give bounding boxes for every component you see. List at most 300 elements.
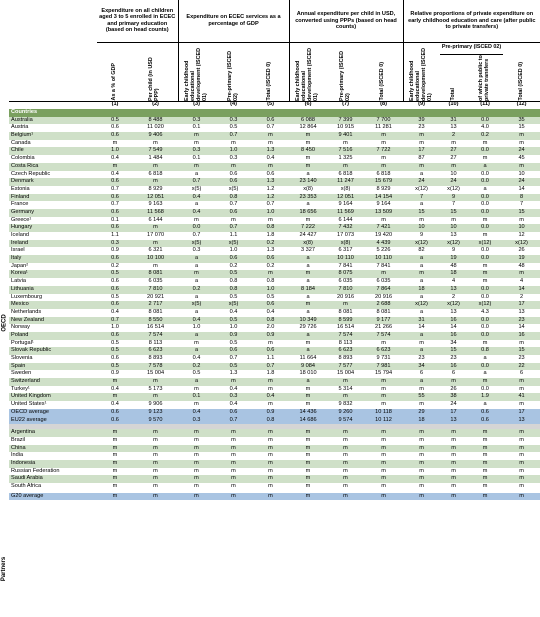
table-cell: 1.0 — [215, 324, 252, 332]
table-cell: 7 574 — [327, 332, 364, 340]
table-row — [9, 232, 540, 240]
table-cell: m — [289, 140, 327, 148]
table-cell: m — [289, 386, 327, 394]
table-cell: 0.5 — [97, 270, 133, 278]
table-cell: 5 226 — [364, 247, 403, 255]
table-cell: m — [503, 163, 540, 171]
table-cell: m — [364, 460, 403, 468]
table-cell: 18 — [403, 286, 440, 294]
table-cell: 1.2 — [252, 194, 289, 202]
table-cell: m — [327, 483, 364, 491]
table-cell: m — [178, 460, 215, 468]
table-cell: 0.6 — [97, 132, 133, 140]
table-cell: 0.6 — [252, 171, 289, 179]
table-row — [9, 386, 540, 394]
table-row — [9, 270, 540, 278]
table-cell: 31 — [440, 117, 467, 125]
table-cell: 10 110 — [364, 255, 403, 263]
table-cell: m — [289, 452, 327, 460]
table-cell: 6 818 — [133, 171, 178, 179]
table-cell: 31 — [403, 317, 440, 325]
table-row — [9, 429, 540, 437]
table-cell: 15 679 — [364, 178, 403, 186]
table-cell: m — [364, 386, 403, 394]
table-cell: 0.0 — [467, 224, 503, 232]
table-cell: m — [97, 445, 133, 453]
table-cell: m — [364, 340, 403, 348]
table-row — [9, 301, 540, 309]
col-number: (7) — [327, 101, 364, 109]
col-number: (8) — [364, 101, 403, 109]
table-cell: m — [503, 217, 540, 225]
table-cell: 8 599 — [327, 317, 364, 325]
table-cell: a — [289, 278, 327, 286]
table-cell: 15 — [403, 209, 440, 217]
table-cell: 0.4 — [252, 393, 289, 401]
table-cell: 7 399 — [327, 117, 364, 125]
table-cell: a — [289, 378, 327, 386]
table-row — [9, 363, 540, 371]
table-cell: m — [178, 217, 215, 225]
table-cell: 1.0 — [178, 324, 215, 332]
table-cell: 0.5 — [215, 317, 252, 325]
col-header-4 — [215, 42, 252, 101]
table-cell: 1.0 — [252, 286, 289, 294]
table-cell: 7 700 — [364, 117, 403, 125]
table-cell: m — [252, 483, 289, 491]
table-cell: 0.4 — [97, 309, 133, 317]
table-cell: 18 — [440, 270, 467, 278]
table-cell: 0.5 — [215, 270, 252, 278]
table-cell: a — [467, 355, 503, 363]
table-cell: 0.2 — [97, 263, 133, 271]
table-cell: x(12) — [403, 301, 440, 309]
table-row — [9, 468, 540, 476]
table-cell: 9 401 — [327, 132, 364, 140]
table-row — [9, 247, 540, 255]
table-cell: 0.8 — [467, 347, 503, 355]
table-cell: 0.6 — [97, 355, 133, 363]
table-cell: 11 281 — [364, 124, 403, 132]
table-cell: m — [364, 429, 403, 437]
table-cell: 0.9 — [252, 332, 289, 340]
country-name: Chile — [9, 147, 97, 155]
table-cell: 19 — [503, 255, 540, 263]
col-header-12-text: Total (ISCED 0) — [517, 61, 524, 101]
table-cell: 0.6 — [97, 278, 133, 286]
table-cell: m — [467, 270, 503, 278]
table-cell: 8 184 — [289, 286, 327, 294]
table-cell: 9 570 — [133, 417, 178, 425]
table-cell: 8 081 — [364, 309, 403, 317]
table-cell: m — [467, 483, 503, 491]
table-cell: 7 — [440, 201, 467, 209]
table-cell: 7 432 — [327, 224, 364, 232]
col-number: (1) — [97, 101, 133, 109]
table-cell: m — [440, 378, 467, 386]
table-cell: 20 921 — [133, 294, 178, 302]
table-cell: 0.0 — [467, 194, 503, 202]
table-cell: 17 — [440, 409, 467, 417]
table-cell: 0.6 — [252, 117, 289, 125]
table-cell: 13 — [440, 309, 467, 317]
table-cell: 6 317 — [327, 247, 364, 255]
table-cell: 8 929 — [133, 186, 178, 194]
table-cell: 0.6 — [252, 255, 289, 263]
table-cell: a — [467, 186, 503, 194]
table-cell: 13 — [440, 124, 467, 132]
table-cell: 14 154 — [364, 194, 403, 202]
table-cell: 0.7 — [215, 417, 252, 425]
table-cell: 6 623 — [133, 347, 178, 355]
table-cell: 0.4 — [97, 386, 133, 394]
table-cell: m — [289, 340, 327, 348]
table-cell: m — [467, 437, 503, 445]
table-cell: 0.5 — [97, 340, 133, 348]
table-cell: a — [403, 255, 440, 263]
table-cell: 0.0 — [467, 363, 503, 371]
table-cell: 4.0 — [467, 124, 503, 132]
table-cell: 9 084 — [289, 363, 327, 371]
table-cell: m — [503, 468, 540, 476]
table-cell: m — [467, 140, 503, 148]
table-cell: x(5) — [215, 186, 252, 194]
table-cell: m — [467, 452, 503, 460]
table-cell: m — [289, 460, 327, 468]
table-cell: 8 — [503, 194, 540, 202]
country-name: Estonia — [9, 186, 97, 194]
table-cell: 6 144 — [133, 217, 178, 225]
col-header-11-text: of which public to private transfers — [478, 54, 491, 101]
table-cell: 0.2 — [178, 286, 215, 294]
table-cell: m — [440, 217, 467, 225]
table-cell: 7 577 — [327, 363, 364, 371]
table-cell: 0.3 — [215, 155, 252, 163]
table-cell: m — [215, 493, 252, 501]
country-name: Slovenia — [9, 355, 97, 363]
table-cell: a — [178, 309, 215, 317]
country-name: Turkey¹ — [9, 386, 97, 394]
table-cell: m — [440, 483, 467, 491]
table-cell: 7 574 — [364, 332, 403, 340]
table-cell: 0.9 — [97, 247, 133, 255]
table-cell: 13 — [440, 286, 467, 294]
table-cell: m — [215, 378, 252, 386]
table-cell: 18 656 — [289, 209, 327, 217]
table-cell: 13 — [503, 417, 540, 425]
table-cell: 15 — [440, 347, 467, 355]
table-cell: m — [503, 378, 540, 386]
table-cell: 6 321 — [133, 247, 178, 255]
table-row — [9, 194, 540, 202]
table-row — [9, 393, 540, 401]
table-cell: m — [440, 460, 467, 468]
table-cell: m — [215, 217, 252, 225]
table-cell: m — [252, 140, 289, 148]
table-cell: 1.3 — [215, 370, 252, 378]
table-cell: a — [178, 171, 215, 179]
countries-heading-fill — [97, 109, 540, 117]
table-cell: x(12) — [440, 301, 467, 309]
table-cell: x(5) — [178, 301, 215, 309]
table-cell: 0.2 — [215, 263, 252, 271]
country-name: New Zealand — [9, 317, 97, 325]
table-cell: m — [289, 429, 327, 437]
country-name: Italy — [9, 255, 97, 263]
table-cell: m — [440, 493, 467, 501]
table-cell: 20 916 — [327, 294, 364, 302]
table-cell: 9 164 — [327, 201, 364, 209]
table-cell: a — [289, 201, 327, 209]
table-cell: 9 — [440, 247, 467, 255]
table-cell: 9 574 — [327, 417, 364, 425]
table-cell: 23 140 — [289, 178, 327, 186]
table-cell: m — [215, 483, 252, 491]
table-cell: 0.4 — [215, 401, 252, 409]
table-cell: m — [289, 475, 327, 483]
table-cell: a — [178, 347, 215, 355]
table-cell: 4 — [503, 278, 540, 286]
table-cell: m — [178, 468, 215, 476]
country-name: Netherlands — [9, 309, 97, 317]
table-cell: m — [403, 483, 440, 491]
table-cell: 1.0 — [215, 247, 252, 255]
table-cell: 19 420 — [364, 232, 403, 240]
table-cell: m — [97, 460, 133, 468]
table-cell: 14 — [503, 286, 540, 294]
table-cell: 16 — [440, 317, 467, 325]
country-name: Brazil — [9, 437, 97, 445]
table-cell: m — [252, 386, 289, 394]
table-cell: 17 073 — [327, 232, 364, 240]
table-cell: m — [364, 378, 403, 386]
table-cell: m — [503, 483, 540, 491]
table-cell: 9 163 — [133, 201, 178, 209]
country-name: Norway — [9, 324, 97, 332]
table-cell: m — [178, 445, 215, 453]
table-cell: 10 — [440, 224, 467, 232]
table-cell: 23 — [503, 317, 540, 325]
table-cell: 0.0 — [467, 317, 503, 325]
table-cell: m — [215, 163, 252, 171]
table-cell: m — [133, 224, 178, 232]
table-cell: x(12) — [467, 301, 503, 309]
table-cell: 0.0 — [467, 324, 503, 332]
table-cell: a — [403, 378, 440, 386]
table-cell: 0.7 — [97, 201, 133, 209]
table-cell: 0.6 — [97, 286, 133, 294]
table-cell: m — [403, 132, 440, 140]
table-cell: 6 — [403, 370, 440, 378]
table-cell: 2 688 — [364, 301, 403, 309]
table-cell: 16 514 — [327, 324, 364, 332]
table-cell: m — [467, 217, 503, 225]
table-cell: 29 — [403, 409, 440, 417]
table-cell: m — [364, 483, 403, 491]
table-cell: m — [364, 140, 403, 148]
table-cell: m — [467, 155, 503, 163]
col-header-6 — [289, 42, 327, 101]
table-cell: m — [178, 475, 215, 483]
table-cell: x(5) — [178, 186, 215, 194]
country-name: United Kingdom — [9, 393, 97, 401]
table-cell: 0.6 — [97, 301, 133, 309]
table-cell: 0.9 — [252, 409, 289, 417]
table-cell: m — [178, 140, 215, 148]
country-name: Colombia — [9, 155, 97, 163]
table-row — [9, 370, 540, 378]
table-cell: 0.4 — [215, 309, 252, 317]
table-row — [9, 445, 540, 453]
table-cell: m — [503, 445, 540, 453]
table-cell: m — [133, 437, 178, 445]
table-cell: m — [403, 429, 440, 437]
table-cell: 0.6 — [97, 332, 133, 340]
table-cell: 0.8 — [252, 417, 289, 425]
table-cell: m — [97, 140, 133, 148]
table-cell: 0.5 — [97, 363, 133, 371]
table-cell: m — [178, 493, 215, 501]
table-cell: m — [403, 340, 440, 348]
table-cell: 14 686 — [289, 417, 327, 425]
table-row — [9, 255, 540, 263]
table-cell: 14 436 — [289, 409, 327, 417]
table-cell: 10 110 — [327, 255, 364, 263]
table-cell: 4 — [440, 278, 467, 286]
country-name: Costa Rica — [9, 163, 97, 171]
table-cell: m — [289, 163, 327, 171]
table-cell: 0.7 — [97, 186, 133, 194]
table-cell: 1.9 — [467, 393, 503, 401]
table-cell: 7 722 — [364, 147, 403, 155]
table-row — [9, 475, 540, 483]
table-cell: a — [467, 401, 503, 409]
table-cell: m — [327, 475, 364, 483]
country-name: Japan² — [9, 263, 97, 271]
table-cell: 0.4 — [178, 355, 215, 363]
table-cell: m — [133, 483, 178, 491]
table-cell: 0.5 — [215, 294, 252, 302]
table-cell: 16 — [440, 363, 467, 371]
table-cell: 10 — [403, 224, 440, 232]
table-cell: 0.6 — [97, 255, 133, 263]
table-cell: 7 810 — [327, 286, 364, 294]
table-cell: 24 427 — [289, 232, 327, 240]
table-cell: 8 488 — [133, 117, 178, 125]
column-number-row — [9, 101, 540, 109]
table-cell: a — [289, 171, 327, 179]
table-cell: x(5) — [215, 301, 252, 309]
table-cell: m — [178, 437, 215, 445]
table-cell: x(12) — [403, 186, 440, 194]
table-cell: 26 — [503, 247, 540, 255]
country-name: Ireland — [9, 240, 97, 248]
table-cell: 1.8 — [252, 232, 289, 240]
table-cell: m — [503, 493, 540, 501]
expenditure-table — [9, 0, 540, 500]
table-cell: 0.6 — [97, 417, 133, 425]
table-cell: a — [178, 263, 215, 271]
table-cell: m — [252, 493, 289, 501]
table-cell: m — [467, 232, 503, 240]
table-cell: 0.0 — [467, 294, 503, 302]
table-cell: m — [440, 445, 467, 453]
table-cell: 0.3 — [97, 240, 133, 248]
table-cell: m — [327, 378, 364, 386]
table-cell: 0.8 — [215, 278, 252, 286]
table-cell: a — [467, 163, 503, 171]
table-row — [9, 209, 540, 217]
table-cell: 17 — [503, 409, 540, 417]
table-cell: a — [289, 294, 327, 302]
table-cell: 10 — [440, 171, 467, 179]
table-cell: 0.6 — [467, 409, 503, 417]
table-cell: 82 — [403, 247, 440, 255]
table-cell: m — [252, 378, 289, 386]
table-cell: m — [97, 393, 133, 401]
table-cell: 16 514 — [133, 324, 178, 332]
table-cell: m — [327, 460, 364, 468]
table-cell: 0.0 — [467, 117, 503, 125]
col-number: (4) — [215, 101, 252, 109]
table-cell: m — [289, 301, 327, 309]
table-cell: 1.0 — [97, 147, 133, 155]
table-cell: m — [364, 452, 403, 460]
table-cell: 7 864 — [364, 286, 403, 294]
header-group-2: Expenditure on ECEC services as a percentage of GDP — [178, 0, 289, 42]
table-cell: 48 — [440, 263, 467, 271]
table-cell: 0.0 — [467, 171, 503, 179]
table-cell: 8 081 — [133, 270, 178, 278]
table-cell: 18 — [403, 417, 440, 425]
side-labels — [0, 0, 9, 617]
table-cell: m — [215, 460, 252, 468]
table-cell: m — [364, 401, 403, 409]
table-cell: m — [215, 475, 252, 483]
table-cell: 12 051 — [327, 194, 364, 202]
table-cell: 1.3 — [252, 247, 289, 255]
table-cell: a — [178, 255, 215, 263]
countries-heading-row — [9, 109, 540, 117]
table-cell: m — [252, 460, 289, 468]
table-cell: m — [364, 217, 403, 225]
table-cell: m — [97, 475, 133, 483]
table-cell: 0.7 — [215, 201, 252, 209]
table-cell: 1.1 — [215, 232, 252, 240]
table-cell: m — [133, 393, 178, 401]
table-cell: 8 075 — [327, 270, 364, 278]
table-cell: 3 327 — [289, 247, 327, 255]
table-row — [9, 217, 540, 225]
table-cell: m — [403, 217, 440, 225]
table-cell: 24 — [503, 178, 540, 186]
table-cell: m — [215, 445, 252, 453]
country-name: Korea¹ — [9, 270, 97, 278]
table-cell: 0.7 — [215, 132, 252, 140]
country-name: Poland — [9, 332, 97, 340]
col-number: (5) — [252, 101, 289, 109]
table-cell: a — [289, 332, 327, 340]
col-header-9 — [403, 42, 440, 101]
table-cell: m — [97, 468, 133, 476]
col-number: (10) — [440, 101, 467, 109]
country-name: Spain — [9, 363, 97, 371]
table-cell: m — [327, 452, 364, 460]
table-cell: 0.0 — [467, 209, 503, 217]
table-cell: m — [440, 163, 467, 171]
table-cell: 0.7 — [252, 363, 289, 371]
table-cell: 7 841 — [327, 263, 364, 271]
